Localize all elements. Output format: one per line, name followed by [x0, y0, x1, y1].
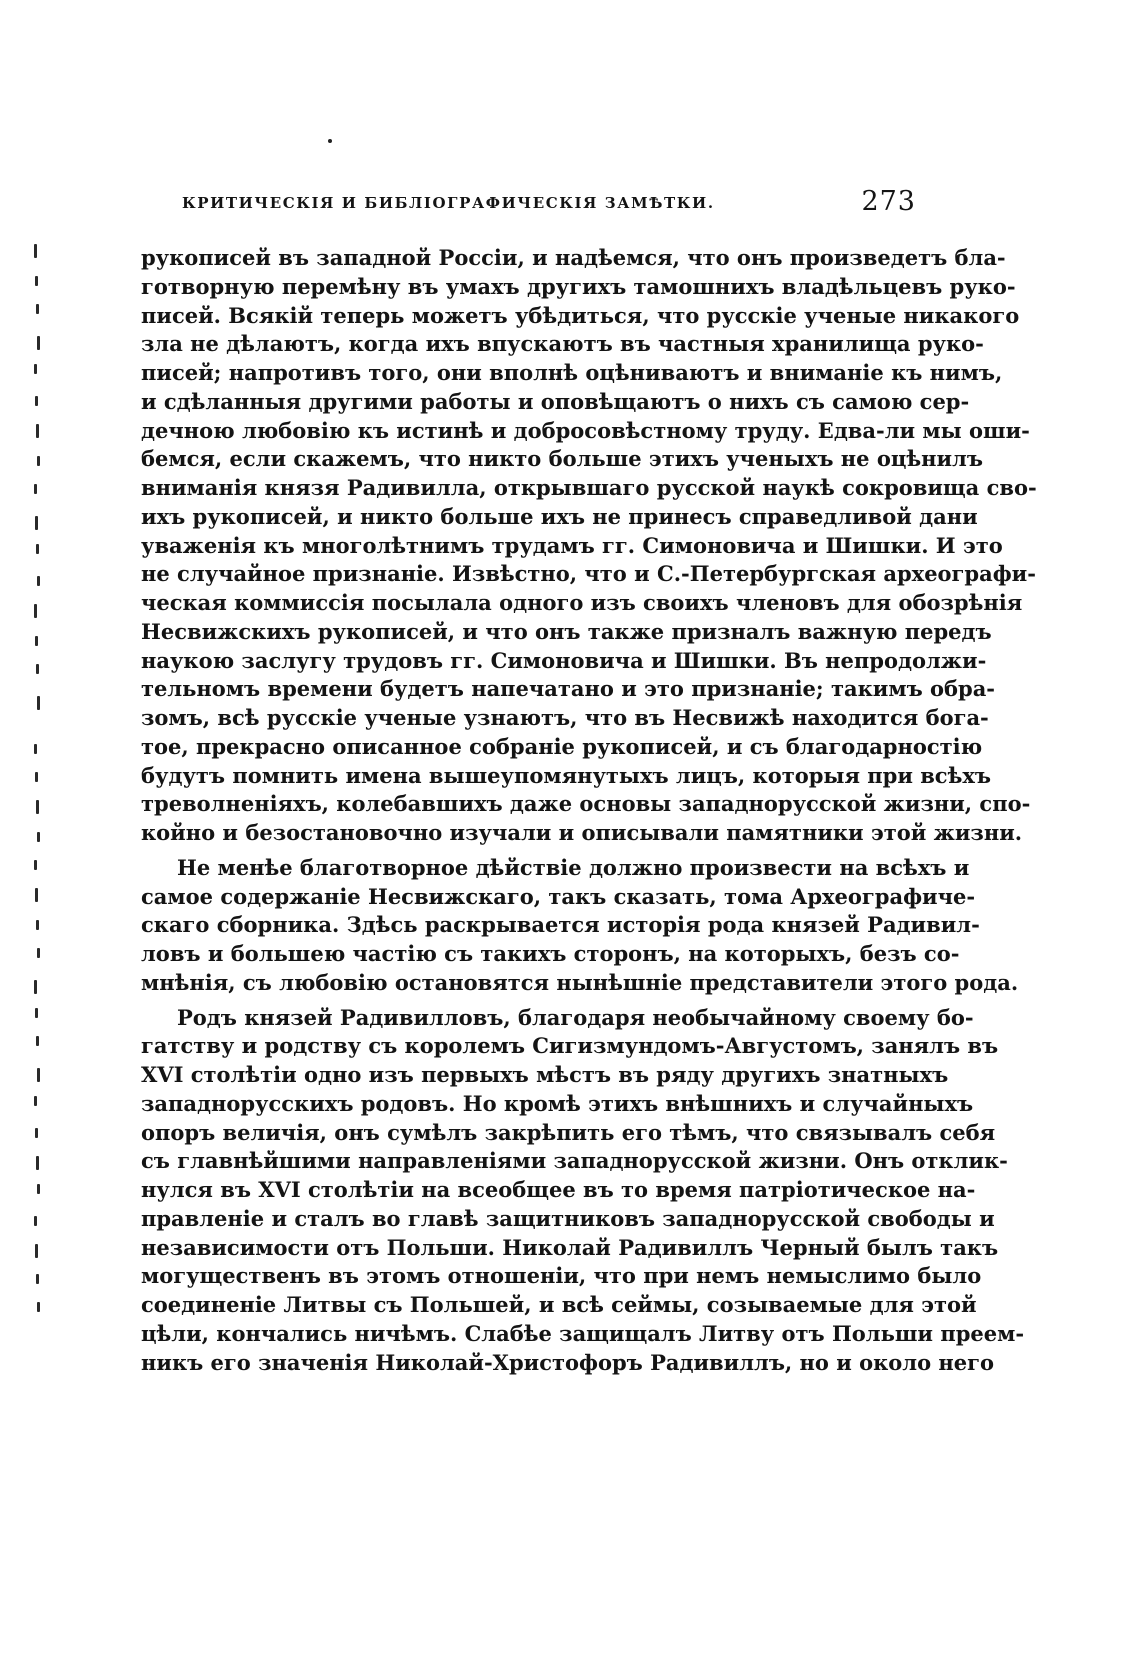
- margin-mark: [36, 424, 39, 438]
- running-title: КРИТИЧЕСКІЯ И БИБЛІОГРАФИЧЕСКІЯ ЗАМѢТКИ.: [182, 194, 715, 212]
- text-line: Родъ князей Радивилловъ, благодаря необычайному своему бо-: [177, 1004, 974, 1030]
- text-line: тельномъ времени будетъ напечатано и это признаніе; такимъ обра-: [141, 676, 996, 702]
- margin-mark: [35, 1244, 38, 1258]
- text-line: опоръ величія, онъ сумѣлъ закрѣпить его тѣмъ, что связывалъ себя: [141, 1119, 996, 1145]
- text-line: Не менѣе благотворное дѣйствіе должно произвести на всѣхъ и: [177, 854, 970, 880]
- text-line: ихъ рукописей, и никто больше ихъ не принесъ справедливой дани: [141, 503, 978, 529]
- paragraph-3: [141, 1004, 1025, 1378]
- ink-speck: [328, 139, 332, 143]
- text-line: могущественъ въ этомъ отношеніи, что при немъ немыслимо было: [141, 1263, 982, 1289]
- margin-mark: [37, 456, 40, 466]
- text-line: XVI столѣтіи одно изъ первыхъ мѣстъ въ ряду другихъ знатныхъ: [141, 1062, 949, 1087]
- margin-mark: [37, 948, 40, 958]
- margin-mark: [36, 1036, 39, 1046]
- margin-mark: [35, 276, 38, 286]
- margin-mark: [37, 1302, 40, 1312]
- margin-mark: [34, 980, 37, 994]
- margin-mark: [36, 664, 39, 674]
- margin-mark: [35, 772, 38, 782]
- margin-mark: [35, 1128, 38, 1138]
- text-line: будутъ помнить имена вышеупомянутыхъ лицъ, которыя при всѣхъ: [141, 762, 991, 788]
- text-line: никъ его значенія Николай-Христофоръ Радивиллъ, но и около него: [141, 1349, 995, 1375]
- paragraph-2: [141, 854, 1019, 998]
- margin-mark: [34, 744, 37, 754]
- margin-mark: [35, 888, 38, 902]
- margin-mark: [36, 544, 39, 554]
- margin-mark: [34, 244, 37, 258]
- text-line: правленіе и сталъ во главѣ защитниковъ западнорусской свободы и: [141, 1205, 995, 1231]
- text-line: бемся, если скажемъ, что никто больше этихъ ученыхъ не оцѣнилъ: [141, 446, 983, 472]
- margin-mark: [37, 1184, 40, 1194]
- margin-mark: [36, 800, 39, 814]
- text-line: скаго сборника. Здѣсь раскрывается исторія рода князей Радивил-: [141, 912, 980, 938]
- margin-mark: [36, 304, 39, 314]
- text-line: ческая коммиссія посылала одного изъ своихъ членовъ для обозрѣнія: [141, 590, 1023, 615]
- text-line: рукописей въ западной Россіи, и надѣемся, что онъ произведетъ бла-: [141, 245, 1006, 270]
- text-line: писей; напротивъ того, они вполнѣ оцѣниваютъ и вниманіе къ нимъ,: [141, 360, 1003, 385]
- text-line: уваженія къ многолѣтнимъ трудамъ гг. Симоновича и Шишки. И это: [141, 532, 1003, 558]
- text-line: ловъ и большею частію съ такихъ сторонъ, на которыхъ, безъ со-: [141, 941, 960, 966]
- margin-mark: [35, 396, 38, 406]
- text-line: вниманія князя Радивилла, открывшаго русской наукѣ сокровища сво-: [141, 475, 1037, 500]
- margin-mark: [34, 860, 37, 870]
- text-line: цѣли, кончались ничѣмъ. Слабѣе защищалъ Литву отъ Польши преем-: [141, 1320, 1025, 1346]
- text-line: готворную перемѣну въ умахъ другихъ тамошнихъ владѣльцевъ руко-: [141, 273, 1016, 299]
- text-line: зла не дѣлаютъ, когда ихъ впускаютъ въ частныя хранилища руко-: [141, 331, 984, 357]
- text-line: койно и безостановочно изучали и описывали памятники этой жизни.: [141, 820, 1023, 845]
- page-header: [182, 186, 916, 216]
- margin-mark: [34, 364, 37, 374]
- text-line: и сдѣланныя другими работы и оповѣщаютъ о нихъ съ самою сер-: [141, 388, 970, 414]
- text-line: мнѣнія, съ любовію остановятся нынѣшніе представители этого рода.: [141, 969, 1019, 995]
- margin-mark: [37, 576, 40, 586]
- page-number: 273: [861, 186, 916, 217]
- margin-mark: [34, 484, 37, 494]
- text-line: самое содержаніе Несвижскаго, такъ сказать, тома Археографиче-: [141, 883, 976, 909]
- text-line: нулся въ XVI столѣтіи на всеобщее въ то время патріотическое на-: [141, 1177, 976, 1202]
- text-line: зомъ, всѣ русскіе ученые узнаютъ, что въ Несвижѣ находится бога-: [141, 705, 989, 730]
- text-line: соединеніе Литвы съ Польшей, и всѣ сеймы, созываемые для этой: [141, 1292, 977, 1317]
- text-line: дечною любовію къ истинѣ и добросовѣстному труду. Едва-ли мы оши-: [141, 417, 1030, 443]
- paragraph-1: [141, 244, 1037, 848]
- text-line: гатству и родству съ королемъ Сигизмундомъ-Августомъ, занялъ въ: [141, 1033, 999, 1059]
- margin-mark: [34, 604, 37, 618]
- text-line: треволненіяхъ, колебавшихъ даже основы западнорусской жизни, спо-: [141, 791, 1031, 817]
- margin-mark: [35, 516, 38, 530]
- margin-mark: [34, 1216, 37, 1226]
- text-line: западнорусскихъ родовъ. Но кромѣ этихъ внѣшнихъ и случайныхъ: [141, 1090, 974, 1116]
- margin-mark: [36, 920, 39, 930]
- text-line: Несвижскихъ рукописей, и что онъ также призналъ важную передъ: [141, 618, 992, 644]
- margin-mark: [36, 1274, 39, 1284]
- margin-mark: [37, 336, 40, 350]
- margin-mark: [37, 832, 40, 842]
- margin-mark: [37, 696, 40, 710]
- margin-mark: [36, 1156, 39, 1170]
- margin-mark: [35, 636, 38, 646]
- margin-mark: [34, 1096, 37, 1106]
- text-line: наукою заслугу трудовъ гг. Симоновича и Шишки. Въ непродолжи-: [141, 647, 987, 673]
- text-line: съ главнѣйшими направленіями западнорусской жизни. Онъ отклик-: [141, 1148, 1008, 1174]
- body-text: [141, 244, 1037, 1377]
- margin-mark: [35, 1008, 38, 1018]
- text-line: писей. Всякій теперь можетъ убѣдиться, что русскіе ученые никакого: [141, 302, 1020, 328]
- text-line: тое, прекрасно описанное собраніе рукописей, и съ благодарностію: [141, 733, 983, 759]
- text-line: не случайное признаніе. Извѣстно, что и С.-Петербургская археографи-: [141, 561, 1036, 587]
- margin-mark: [37, 1068, 40, 1082]
- text-line: независимости отъ Польши. Николай Радивиллъ Черный былъ такъ: [141, 1234, 999, 1260]
